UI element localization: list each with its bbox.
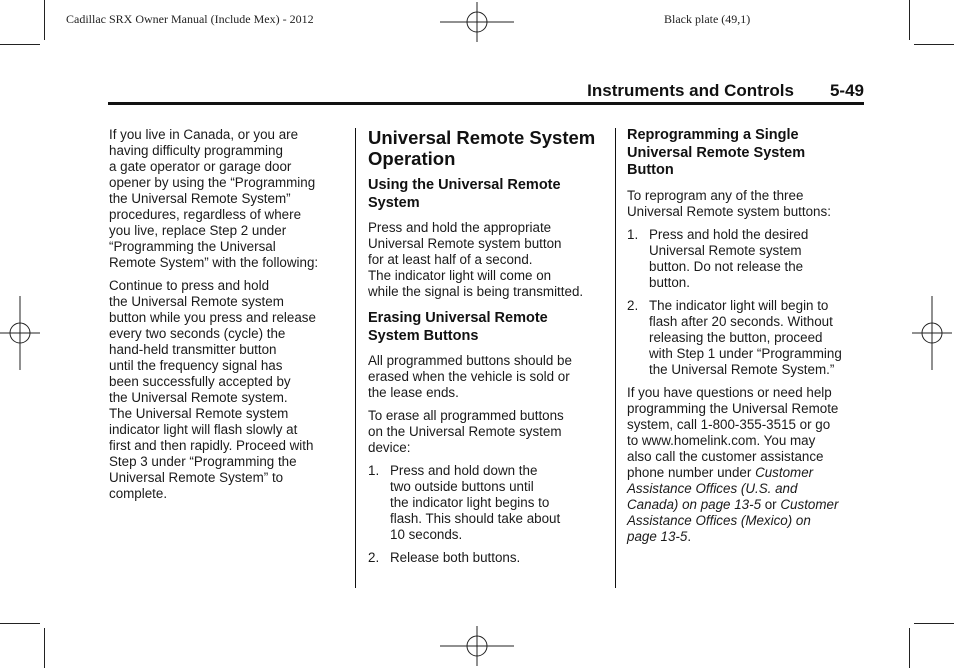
column-divider	[615, 128, 616, 588]
column-2	[368, 127, 608, 573]
column-3	[627, 127, 867, 552]
text-line: flash after 20 seconds. Without	[649, 313, 833, 329]
text-line: Universal Remote system button	[368, 236, 562, 251]
text-line	[627, 513, 867, 529]
column-1	[109, 127, 345, 509]
subheading-using	[368, 177, 608, 212]
text-line: been successfully accepted by	[109, 374, 291, 389]
step-number: 1.	[368, 463, 380, 478]
cross-reference-link[interactable]: page 13-5	[627, 528, 688, 544]
column-divider	[355, 128, 356, 588]
text-line: button.	[649, 274, 690, 290]
paragraph-continue	[109, 278, 345, 502]
crop-mark	[914, 44, 954, 45]
step-number: 2.	[368, 550, 380, 565]
text-line: programming the Universal Remote	[627, 400, 839, 416]
text-fragment: .	[687, 528, 692, 544]
plate-number: Black plate (49,1)	[664, 12, 751, 26]
step-number: 2.	[627, 297, 639, 313]
text-line: Press and hold down the	[390, 463, 538, 478]
paragraph-using	[368, 220, 608, 300]
crop-mark	[914, 623, 954, 624]
text-line: also call the customer assistance	[627, 448, 824, 464]
heading-line: System	[368, 194, 420, 211]
text-line: the Universal Remote System.”	[649, 361, 835, 377]
text-line: Step 3 under “Programming the	[109, 454, 297, 469]
text-line: device:	[368, 440, 411, 455]
text-line: while the signal is being transmitted.	[368, 284, 584, 299]
text-line: “Programming the Universal	[109, 239, 276, 254]
text-line: erased when the vehicle is sold or	[368, 369, 570, 384]
text-line: releasing the button, proceed	[649, 329, 823, 345]
text-line: procedures, regardless of where	[109, 207, 302, 222]
text-line: Remote System” with the following:	[109, 255, 319, 270]
text-fragment: or	[761, 496, 781, 512]
text-line: The Universal Remote system	[109, 406, 289, 421]
list-item	[627, 227, 867, 291]
section-title: Instruments and Controls	[587, 81, 794, 100]
text-line: Press and hold the appropriate	[368, 220, 552, 235]
text-line: the lease ends.	[368, 385, 459, 400]
registration-mark-icon	[440, 626, 514, 666]
page-number: 5-49	[829, 81, 864, 100]
subheading-erasing	[368, 310, 608, 345]
crop-mark	[909, 628, 910, 668]
cross-reference-link[interactable]: Assistance Offices (U.S. and	[627, 480, 798, 496]
cross-reference-link[interactable]: Customer	[780, 496, 839, 512]
text-line: system, call 1-800-355-3515 or go	[627, 416, 831, 432]
text-line: opener by using the “Programming	[109, 175, 316, 190]
paragraph-erase-steps-intro	[368, 408, 608, 456]
heading-line: Using the Universal Remote	[368, 177, 561, 193]
heading-line: System Buttons	[368, 327, 479, 344]
paragraph-reprogram-intro	[627, 188, 867, 220]
crop-mark	[909, 0, 910, 40]
list-item	[627, 298, 867, 378]
text-line: the Universal Remote system	[109, 294, 284, 309]
text-line: Press and hold the desired	[649, 226, 809, 242]
text-line: The indicator light will begin to	[649, 297, 829, 313]
cross-reference-link[interactable]: Assistance Offices (Mexico) on	[627, 512, 811, 528]
text-line: with Step 1 under “Programming	[649, 345, 842, 361]
text-line: flash. This should take about	[390, 511, 561, 526]
text-line: complete.	[109, 486, 168, 501]
text-fragment: phone number under	[627, 464, 756, 480]
text-line: Universal Remote system buttons:	[627, 203, 831, 219]
text-line: indicator light will flash slowly at	[109, 422, 298, 437]
text-line: Universal Remote system	[649, 242, 802, 258]
text-line: first and then rapidly. Proceed with	[109, 438, 314, 453]
step-number: 1.	[627, 226, 639, 242]
registration-mark-icon	[912, 296, 952, 370]
crop-mark	[0, 44, 40, 45]
text-line: to www.homelink.com. You may	[627, 432, 816, 448]
heading-line: Reprogramming a Single	[627, 127, 799, 143]
erase-steps-list	[368, 463, 608, 566]
paragraph-help	[627, 385, 867, 545]
plate-title: Cadillac SRX Owner Manual (Include Mex) - 2012	[66, 12, 314, 26]
heading-line: Operation	[368, 148, 456, 169]
paragraph-canada	[109, 127, 345, 271]
text-line: 10 seconds.	[390, 527, 463, 542]
text-line: Universal Remote System” to	[109, 470, 284, 485]
text-line: The indicator light will come on	[368, 268, 552, 283]
registration-mark-icon	[0, 296, 40, 370]
subheading-reprogramming	[627, 127, 867, 180]
text-line: for at least half of a second.	[368, 252, 533, 267]
heading-line: Button	[627, 162, 674, 178]
text-line	[627, 497, 867, 513]
text-line: a gate operator or garage door	[109, 159, 292, 174]
cross-reference-link[interactable]: Customer	[755, 464, 814, 480]
section-heading	[368, 127, 608, 169]
text-line: two outside buttons until	[390, 479, 534, 494]
text-line: If you live in Canada, or you are	[109, 127, 299, 142]
list-item	[368, 550, 608, 566]
text-line: To erase all programmed buttons	[368, 408, 564, 423]
text-line: the indicator light begins to	[390, 495, 550, 510]
crop-mark	[0, 623, 40, 624]
text-line: If you have questions or need help	[627, 384, 832, 400]
paragraph-erase-intro	[368, 353, 608, 401]
text-line: Continue to press and hold	[109, 278, 270, 293]
text-line: until the frequency signal has	[109, 358, 283, 373]
text-line: button while you press and release	[109, 310, 316, 325]
text-line: Release both buttons.	[390, 550, 521, 565]
crop-mark	[44, 0, 45, 40]
crop-mark	[44, 628, 45, 668]
text-line: All programmed buttons should be	[368, 353, 572, 368]
registration-mark-icon	[440, 2, 514, 42]
text-line: To reprogram any of the three	[627, 187, 804, 203]
text-line: every two seconds (cycle) the	[109, 326, 286, 341]
text-line: the Universal Remote System”	[109, 191, 291, 206]
text-line: having difficulty programming	[109, 143, 283, 158]
list-item	[368, 463, 608, 543]
text-line: on the Universal Remote system	[368, 424, 562, 439]
running-head	[108, 80, 864, 105]
cross-reference-link[interactable]: Canada) on page 13-5	[627, 496, 762, 512]
heading-line: Universal Remote System	[627, 144, 806, 161]
text-line: you live, replace Step 2 under	[109, 223, 287, 238]
text-line: hand-held transmitter button	[109, 342, 277, 357]
text-line	[627, 529, 867, 545]
text-line: the Universal Remote system.	[109, 390, 288, 405]
reprogram-steps-list	[627, 227, 867, 378]
heading-line: Erasing Universal Remote	[368, 310, 548, 326]
text-line: button. Do not release the	[649, 258, 804, 274]
text-line	[627, 465, 867, 481]
heading-line: Universal Remote System	[368, 127, 596, 148]
text-line	[627, 481, 867, 497]
